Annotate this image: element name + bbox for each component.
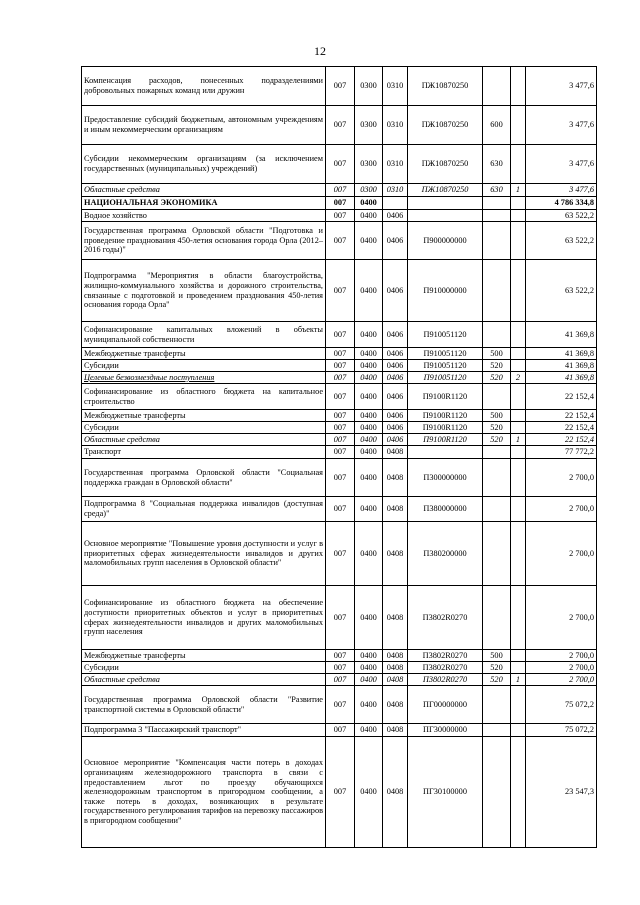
row-amount: 2 700,0 <box>526 674 597 686</box>
row-ved-code: 007 <box>326 360 355 372</box>
row-subsection-code: 0408 <box>383 522 408 586</box>
row-amount: 22 152,4 <box>526 410 597 422</box>
table-row <box>82 67 597 106</box>
row-expense-type <box>483 210 511 222</box>
row-expense-type: 630 <box>483 184 511 197</box>
row-amount: 23 547,3 <box>526 737 597 848</box>
row-name: Основное мероприятие "Компенсация части потерь в доходах организациям железнодорожного транспорта в связи с предоставлением льгот по проезду обучающихся железнодорожным транспортом в пригородном сообщении, а также потерь в доходах, возникающих в результате государственного регулирования тарифов на перевозку пассажиров в пригородном сообщении" <box>82 737 326 848</box>
table-row <box>82 724 597 737</box>
row-section-code: 0400 <box>355 522 383 586</box>
table-row <box>82 686 597 724</box>
row-source-code: 1 <box>511 674 526 686</box>
table-row <box>82 410 597 422</box>
table-row <box>82 106 597 145</box>
row-name: Целевые безвозмездные поступления <box>82 372 326 384</box>
row-source-code: 1 <box>511 434 526 446</box>
row-expense-type <box>483 197 511 210</box>
row-name: Предоставление субсидий бюджетным, автономным учреждениям и иным некоммерческим организациям <box>82 106 326 145</box>
row-subsection-code: 0408 <box>383 586 408 650</box>
row-expense-type: 520 <box>483 674 511 686</box>
table-row <box>82 522 597 586</box>
row-expense-type: 520 <box>483 422 511 434</box>
row-subsection-code: 0406 <box>383 422 408 434</box>
row-amount: 41 369,8 <box>526 322 597 348</box>
row-name: Подпрограмма "Мероприятия в области благоустройства, жилищно-коммунального хозяйства и дорожного строительства, связанные с подготовкой и проведением празднования 450-летия основания города Орла" <box>82 260 326 322</box>
row-target-article: П910051120 <box>408 360 483 372</box>
table-row <box>82 650 597 662</box>
row-subsection-code: 0408 <box>383 737 408 848</box>
row-section-code: 0400 <box>355 434 383 446</box>
row-expense-type: 520 <box>483 434 511 446</box>
row-subsection-code: 0408 <box>383 650 408 662</box>
row-expense-type <box>483 222 511 260</box>
row-subsection-code <box>383 197 408 210</box>
row-section-code: 0400 <box>355 737 383 848</box>
row-expense-type: 520 <box>483 360 511 372</box>
row-section-code: 0300 <box>355 67 383 106</box>
table-row <box>82 210 597 222</box>
row-ved-code: 007 <box>326 737 355 848</box>
row-target-article: ПГ00000000 <box>408 686 483 724</box>
row-ved-code: 007 <box>326 197 355 210</box>
row-name: Подпрограмма 3 "Пассажирский транспорт" <box>82 724 326 737</box>
row-amount: 2 700,0 <box>526 522 597 586</box>
row-name: Областные средства <box>82 674 326 686</box>
row-amount: 3 477,6 <box>526 67 597 106</box>
row-target-article: П910051120 <box>408 372 483 384</box>
row-ved-code: 007 <box>326 586 355 650</box>
table-row <box>82 372 597 384</box>
row-amount: 41 369,8 <box>526 360 597 372</box>
row-section-code: 0400 <box>355 446 383 459</box>
row-target-article: П3802R0270 <box>408 650 483 662</box>
row-amount: 2 700,0 <box>526 586 597 650</box>
row-source-code <box>511 662 526 674</box>
row-subsection-code: 0310 <box>383 67 408 106</box>
row-name: Областные средства <box>82 434 326 446</box>
row-expense-type: 500 <box>483 410 511 422</box>
row-source-code: 1 <box>511 184 526 197</box>
table-row <box>82 322 597 348</box>
row-amount: 2 700,0 <box>526 459 597 497</box>
row-target-article: П9100R1120 <box>408 434 483 446</box>
row-ved-code: 007 <box>326 459 355 497</box>
row-target-article: ПЖ10870250 <box>408 184 483 197</box>
row-section-code: 0400 <box>355 197 383 210</box>
table-row <box>82 674 597 686</box>
row-expense-type <box>483 322 511 348</box>
row-expense-type <box>483 724 511 737</box>
row-section-code: 0400 <box>355 384 383 410</box>
row-name: Софинансирование капитальных вложений в объекты муниципальной собственности <box>82 322 326 348</box>
row-target-article: П380000000 <box>408 497 483 522</box>
row-subsection-code: 0310 <box>383 106 408 145</box>
row-ved-code: 007 <box>326 410 355 422</box>
row-target-article: П3802R0270 <box>408 662 483 674</box>
row-subsection-code: 0310 <box>383 145 408 184</box>
row-target-article: П9100R1120 <box>408 422 483 434</box>
row-ved-code: 007 <box>326 322 355 348</box>
row-source-code <box>511 210 526 222</box>
row-subsection-code: 0406 <box>383 348 408 360</box>
row-target-article: П910000000 <box>408 260 483 322</box>
row-source-code <box>511 360 526 372</box>
row-source-code <box>511 384 526 410</box>
row-ved-code: 007 <box>326 384 355 410</box>
table-row <box>82 384 597 410</box>
row-target-article <box>408 197 483 210</box>
row-target-article: П9100R1120 <box>408 410 483 422</box>
row-amount: 63 522,2 <box>526 222 597 260</box>
row-name: НАЦИОНАЛЬНАЯ ЭКОНОМИКА <box>82 197 326 210</box>
row-section-code: 0300 <box>355 106 383 145</box>
table-row <box>82 184 597 197</box>
row-name: Государственная программа Орловской области "Подготовка и проведение празднования 450-летия основания города Орла (2012–2016 годы)" <box>82 222 326 260</box>
row-name: Подпрограмма 8 "Социальная поддержка инвалидов (доступная среда)" <box>82 497 326 522</box>
row-source-code <box>511 497 526 522</box>
row-target-article <box>408 210 483 222</box>
row-name: Субсидии <box>82 662 326 674</box>
row-source-code <box>511 586 526 650</box>
row-subsection-code: 0406 <box>383 222 408 260</box>
row-expense-type <box>483 446 511 459</box>
table-row <box>82 446 597 459</box>
row-name: Областные средства <box>82 184 326 197</box>
row-ved-code: 007 <box>326 222 355 260</box>
row-amount: 3 477,6 <box>526 106 597 145</box>
row-subsection-code: 0408 <box>383 459 408 497</box>
row-name: Субсидии <box>82 422 326 434</box>
row-subsection-code: 0408 <box>383 446 408 459</box>
row-section-code: 0400 <box>355 674 383 686</box>
row-section-code: 0400 <box>355 497 383 522</box>
row-section-code: 0400 <box>355 360 383 372</box>
table-row <box>82 586 597 650</box>
table-row <box>82 737 597 848</box>
row-name: Субсидии <box>82 360 326 372</box>
row-section-code: 0400 <box>355 650 383 662</box>
row-subsection-code: 0406 <box>383 384 408 410</box>
row-ved-code: 007 <box>326 106 355 145</box>
row-source-code <box>511 222 526 260</box>
table-row <box>82 145 597 184</box>
row-section-code: 0400 <box>355 372 383 384</box>
row-expense-type <box>483 586 511 650</box>
row-subsection-code: 0408 <box>383 724 408 737</box>
row-ved-code: 007 <box>326 422 355 434</box>
row-source-code <box>511 106 526 145</box>
row-target-article <box>408 446 483 459</box>
row-source-code <box>511 322 526 348</box>
row-expense-type: 520 <box>483 372 511 384</box>
row-amount: 75 072,2 <box>526 686 597 724</box>
row-section-code: 0300 <box>355 145 383 184</box>
row-amount: 75 072,2 <box>526 724 597 737</box>
row-expense-type <box>483 522 511 586</box>
page-number: 12 <box>314 44 326 58</box>
row-amount: 63 522,2 <box>526 210 597 222</box>
table-row <box>82 197 597 210</box>
row-name: Государственная программа Орловской области "Социальная поддержка граждан в Орловской области" <box>82 459 326 497</box>
row-source-code <box>511 145 526 184</box>
row-section-code: 0400 <box>355 410 383 422</box>
row-section-code: 0400 <box>355 222 383 260</box>
row-ved-code: 007 <box>326 184 355 197</box>
row-section-code: 0400 <box>355 348 383 360</box>
row-ved-code: 007 <box>326 686 355 724</box>
row-ved-code: 007 <box>326 67 355 106</box>
row-source-code <box>511 686 526 724</box>
row-section-code: 0400 <box>355 686 383 724</box>
row-section-code: 0400 <box>355 662 383 674</box>
row-ved-code: 007 <box>326 522 355 586</box>
row-name: Межбюджетные трансферты <box>82 410 326 422</box>
table-row <box>82 434 597 446</box>
table-row <box>82 497 597 522</box>
table-row <box>82 360 597 372</box>
row-ved-code: 007 <box>326 724 355 737</box>
row-target-article: ПЖ10870250 <box>408 106 483 145</box>
row-source-code <box>511 724 526 737</box>
row-expense-type <box>483 384 511 410</box>
row-section-code: 0400 <box>355 422 383 434</box>
row-target-article: П3802R0270 <box>408 674 483 686</box>
row-target-article: П380200000 <box>408 522 483 586</box>
row-amount: 41 369,8 <box>526 372 597 384</box>
row-ved-code: 007 <box>326 348 355 360</box>
row-amount: 4 786 334,8 <box>526 197 597 210</box>
row-source-code <box>511 197 526 210</box>
table-row <box>82 662 597 674</box>
row-name: Субсидии некоммерческим организациям (за исключением государственных (муниципальных) учреждений) <box>82 145 326 184</box>
budget-table <box>81 66 597 848</box>
row-amount: 22 152,4 <box>526 384 597 410</box>
row-expense-type <box>483 737 511 848</box>
row-name: Компенсация расходов, понесенных подразделениями добровольных пожарных команд или дружин <box>82 67 326 106</box>
row-amount: 41 369,8 <box>526 348 597 360</box>
row-subsection-code: 0310 <box>383 184 408 197</box>
row-source-code <box>511 650 526 662</box>
table-row <box>82 459 597 497</box>
row-amount: 22 152,4 <box>526 422 597 434</box>
row-ved-code: 007 <box>326 497 355 522</box>
row-section-code: 0400 <box>355 260 383 322</box>
row-amount: 3 477,6 <box>526 145 597 184</box>
row-subsection-code: 0406 <box>383 410 408 422</box>
row-section-code: 0400 <box>355 586 383 650</box>
row-name: Софинансирование из областного бюджета на капитальное строительство <box>82 384 326 410</box>
row-source-code <box>511 348 526 360</box>
row-ved-code: 007 <box>326 210 355 222</box>
row-target-article: ПЖ10870250 <box>408 67 483 106</box>
row-source-code <box>511 260 526 322</box>
row-expense-type: 520 <box>483 662 511 674</box>
row-target-article: ПГ30100000 <box>408 737 483 848</box>
row-expense-type: 500 <box>483 650 511 662</box>
row-name: Государственная программа Орловской области "Развитие транспортной системы в Орловской области" <box>82 686 326 724</box>
row-source-code <box>511 737 526 848</box>
table-row <box>82 222 597 260</box>
row-target-article: ПГ30000000 <box>408 724 483 737</box>
row-ved-code: 007 <box>326 674 355 686</box>
row-subsection-code: 0408 <box>383 497 408 522</box>
row-section-code: 0400 <box>355 459 383 497</box>
row-ved-code: 007 <box>326 662 355 674</box>
row-expense-type: 600 <box>483 106 511 145</box>
row-target-article: П910051120 <box>408 322 483 348</box>
row-name: Межбюджетные трансферты <box>82 650 326 662</box>
row-ved-code: 007 <box>326 260 355 322</box>
row-subsection-code: 0406 <box>383 360 408 372</box>
row-source-code <box>511 522 526 586</box>
row-source-code <box>511 459 526 497</box>
row-target-article: ПЖ10870250 <box>408 145 483 184</box>
row-expense-type <box>483 67 511 106</box>
row-name: Основное мероприятие "Повышение уровня доступности и услуг в приоритетных сферах жизнедеятельности инвалидов и других маломобильных групп населения в Орловской области" <box>82 522 326 586</box>
row-source-code <box>511 422 526 434</box>
row-ved-code: 007 <box>326 650 355 662</box>
row-source-code <box>511 410 526 422</box>
row-amount: 2 700,0 <box>526 497 597 522</box>
row-subsection-code: 0408 <box>383 686 408 724</box>
row-ved-code: 007 <box>326 145 355 184</box>
table-row <box>82 348 597 360</box>
row-ved-code: 007 <box>326 434 355 446</box>
row-name: Межбюджетные трансферты <box>82 348 326 360</box>
table-row <box>82 260 597 322</box>
row-expense-type <box>483 497 511 522</box>
row-ved-code: 007 <box>326 446 355 459</box>
row-target-article: П3802R0270 <box>408 586 483 650</box>
row-expense-type <box>483 686 511 724</box>
row-subsection-code: 0406 <box>383 372 408 384</box>
row-section-code: 0400 <box>355 210 383 222</box>
row-target-article: П910051120 <box>408 348 483 360</box>
row-amount: 2 700,0 <box>526 662 597 674</box>
row-target-article: П900000000 <box>408 222 483 260</box>
row-source-code <box>511 67 526 106</box>
row-subsection-code: 0406 <box>383 260 408 322</box>
row-name: Водное хозяйство <box>82 210 326 222</box>
row-expense-type <box>483 459 511 497</box>
row-ved-code: 007 <box>326 372 355 384</box>
row-subsection-code: 0408 <box>383 674 408 686</box>
row-expense-type <box>483 260 511 322</box>
row-section-code: 0400 <box>355 322 383 348</box>
row-target-article: П300000000 <box>408 459 483 497</box>
row-section-code: 0400 <box>355 724 383 737</box>
row-name: Софинансирование из областного бюджета на обеспечение доступности приоритетных объектов и услуг в приоритетных сферах жизнедеятельности инвалидов и других маломобильных групп населения <box>82 586 326 650</box>
row-subsection-code: 0406 <box>383 322 408 348</box>
row-subsection-code: 0406 <box>383 434 408 446</box>
row-source-code: 2 <box>511 372 526 384</box>
row-expense-type: 500 <box>483 348 511 360</box>
row-amount: 22 152,4 <box>526 434 597 446</box>
row-section-code: 0300 <box>355 184 383 197</box>
row-target-article: П9100R1120 <box>408 384 483 410</box>
row-subsection-code: 0406 <box>383 210 408 222</box>
row-amount: 63 522,2 <box>526 260 597 322</box>
row-subsection-code: 0408 <box>383 662 408 674</box>
row-amount: 77 772,2 <box>526 446 597 459</box>
row-source-code <box>511 446 526 459</box>
row-amount: 2 700,0 <box>526 650 597 662</box>
row-name: Транспорт <box>82 446 326 459</box>
row-amount: 3 477,6 <box>526 184 597 197</box>
table-row <box>82 422 597 434</box>
row-expense-type: 630 <box>483 145 511 184</box>
